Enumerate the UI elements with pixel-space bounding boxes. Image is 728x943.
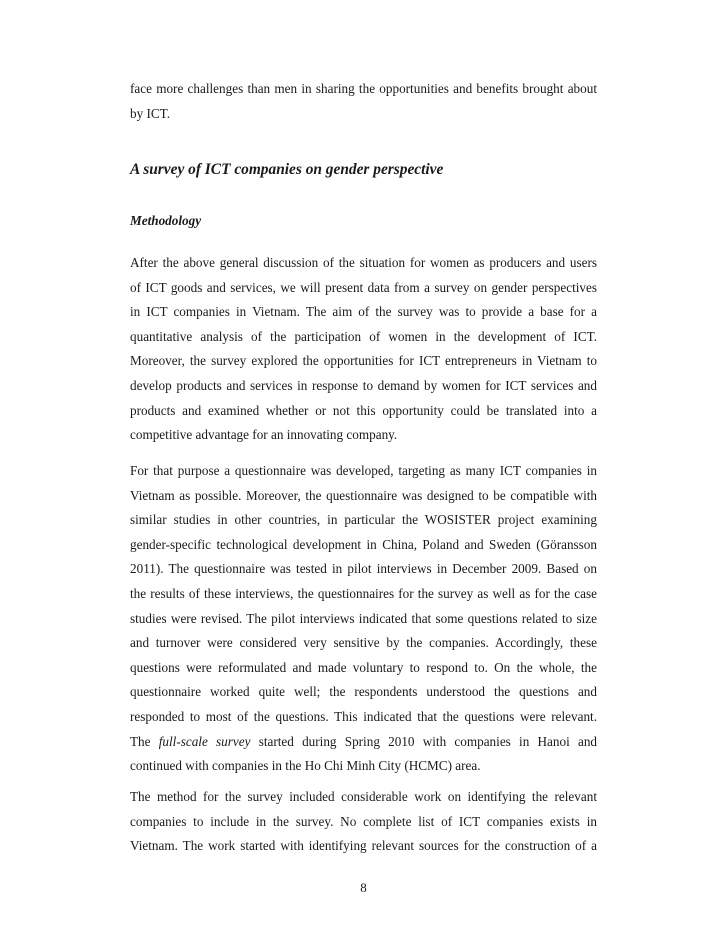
text-line: responded to most of the questions. This indicated that the questions were relevant. (130, 708, 597, 724)
text-line: 2011). The questionnaire was tested in pilot interviews in December 2009. Based on (130, 561, 597, 577)
text-line: Vietnam. The work started with identifying relevant sources for the construction of a (130, 838, 597, 854)
text-line: After the above general discussion of the situation for women as producers and users (130, 255, 597, 270)
text-line: Moreover, the survey explored the opportunities for ICT entrepreneurs in Vietnam to (130, 353, 597, 369)
emphasized-term: full-scale survey (158, 733, 251, 749)
text-line: questionnaire worked quite well; the respondents understood the questions and (130, 684, 597, 700)
text-line: gender-specific technological development in China, Poland and Sweden (Göransson (130, 536, 597, 552)
text-line: similar studies in other countries, in particular the WOSISTER project examining (130, 512, 597, 528)
text-line: in ICT companies in Vietnam. The aim of the survey was to provide a base for a (130, 304, 597, 320)
text-fragment: The (130, 733, 151, 749)
text-line: The method for the survey included considerable work on identifying the relevant (130, 789, 597, 804)
page-number: 8 (360, 880, 367, 895)
document-page (130, 0, 597, 943)
text-line: Vietnam as possible. Moreover, the questionnaire was designed to be compatible with (130, 487, 597, 503)
text-line: by ICT. (130, 105, 171, 121)
text-line: continued with companies in the Ho Chi Minh City (HCMC) area. (130, 758, 481, 774)
text-line: companies to include in the survey. No complete list of ICT companies exists in (130, 813, 597, 829)
text-line: develop products and services in response to demand by women for ICT services and (130, 377, 597, 393)
text-line: questions were reformulated and made voluntary to respond to. On the whole, the (130, 659, 597, 675)
paragraph-1 (130, 251, 597, 448)
text-line: competitive advantage for an innovating company. (130, 427, 398, 443)
text-line: of ICT goods and services, we will present data from a survey on gender perspectives (130, 279, 597, 295)
text-line: and turnover were considered very sensitive by the companies. Accordingly, these (130, 635, 597, 651)
intro-paragraph (130, 77, 597, 126)
text-line: studies were revised. The pilot interviews indicated that some questions related to size (130, 610, 597, 626)
paragraph-3 (130, 785, 597, 859)
section-subtitle: Methodology (130, 213, 202, 228)
text-line: quantitative analysis of the participation of women in the development of ICT. (130, 328, 597, 344)
section-title: A survey of ICT companies on gender perspective (130, 161, 444, 178)
text-line: the results of these interviews, the questionnaires for the survey as well as for the case (130, 585, 597, 601)
text-line: For that purpose a questionnaire was developed, targeting as many ICT companies in (130, 463, 597, 478)
text-line (130, 730, 597, 755)
text-line: products and examined whether or not this opportunity could be translated into a (130, 402, 597, 418)
text-line: face more challenges than men in sharing the opportunities and benefits brought about (130, 81, 597, 96)
text-fragment: started during Spring 2010 with companies in Hanoi and (258, 733, 598, 749)
paragraph-2 (130, 459, 597, 779)
